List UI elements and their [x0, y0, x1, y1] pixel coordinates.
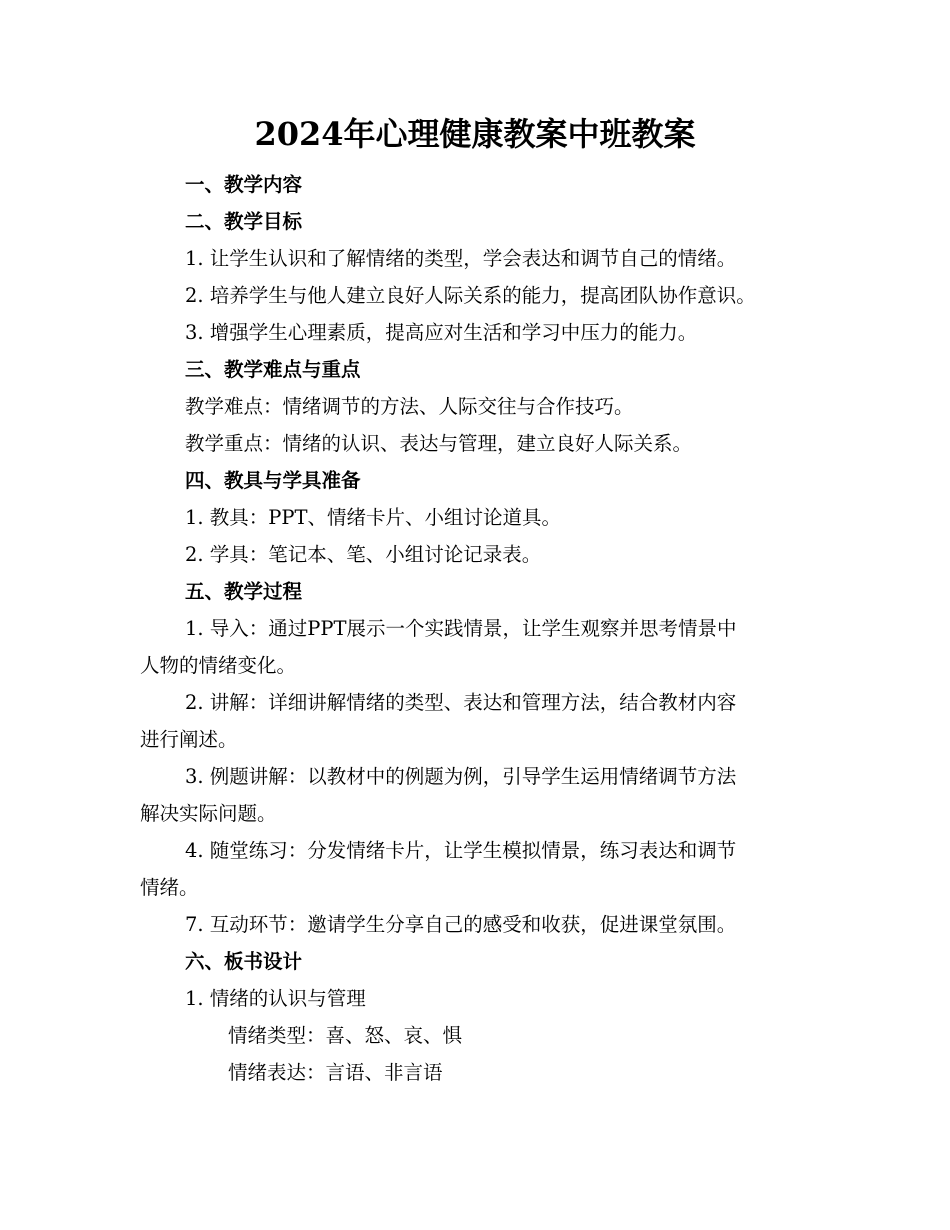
page-title: 2024年心理健康教案中班教案: [254, 115, 696, 153]
board-item: 1. 情绪的认识与管理: [185, 987, 366, 1010]
process-step-line: 4. 随堂练习：分发情绪卡片，让学生模拟情景，练习表达和调节: [185, 839, 737, 862]
process-step-line: 3. 例题讲解：以教材中的例题为例，引导学生运用情绪调节方法: [185, 765, 737, 788]
process-step-line: 2. 讲解：详细讲解情绪的类型、表达和管理方法，结合教材内容: [185, 691, 737, 714]
board-subitem: 情绪类型：喜、怒、哀、惧: [228, 1024, 463, 1047]
process-step-continuation: 进行阐述。: [140, 728, 238, 751]
process-step-continuation: 解决实际问题。: [140, 802, 277, 825]
material-item: 1. 教具：PPT、情绪卡片、小组讨论道具。: [185, 506, 562, 529]
section-heading-key-points: 三、教学难点与重点: [185, 358, 361, 381]
section-heading-goals: 二、教学目标: [185, 210, 303, 233]
goal-item: 1. 让学生认识和了解情绪的类型，学会表达和调节自己的情绪。: [185, 247, 737, 270]
key-point-item: 教学难点：情绪调节的方法、人际交往与合作技巧。: [185, 395, 634, 418]
goal-item: 3. 增强学生心理素质，提高应对生活和学习中压力的能力。: [185, 321, 698, 344]
process-step-continuation: 情绪。: [140, 876, 199, 899]
board-subitem: 情绪表达：言语、非言语: [228, 1061, 443, 1084]
section-heading-board-design: 六、板书设计: [185, 950, 303, 973]
goal-item: 2. 培养学生与他人建立良好人际关系的能力，提高团队协作意识。: [185, 284, 756, 307]
key-point-item: 教学重点：情绪的认识、表达与管理，建立良好人际关系。: [185, 432, 693, 455]
section-heading-content: 一、教学内容: [185, 173, 303, 196]
process-step-line: 7. 互动环节：邀请学生分享自己的感受和收获，促进课堂氛围。: [185, 913, 737, 936]
material-item: 2. 学具：笔记本、笔、小组讨论记录表。: [185, 543, 542, 566]
process-step-line: 1. 导入：通过PPT展示一个实践情景，让学生观察并思考情景中: [185, 617, 737, 640]
section-heading-process: 五、教学过程: [185, 580, 303, 603]
section-heading-materials: 四、教具与学具准备: [185, 469, 361, 492]
process-step-continuation: 人物的情绪变化。: [140, 654, 297, 677]
